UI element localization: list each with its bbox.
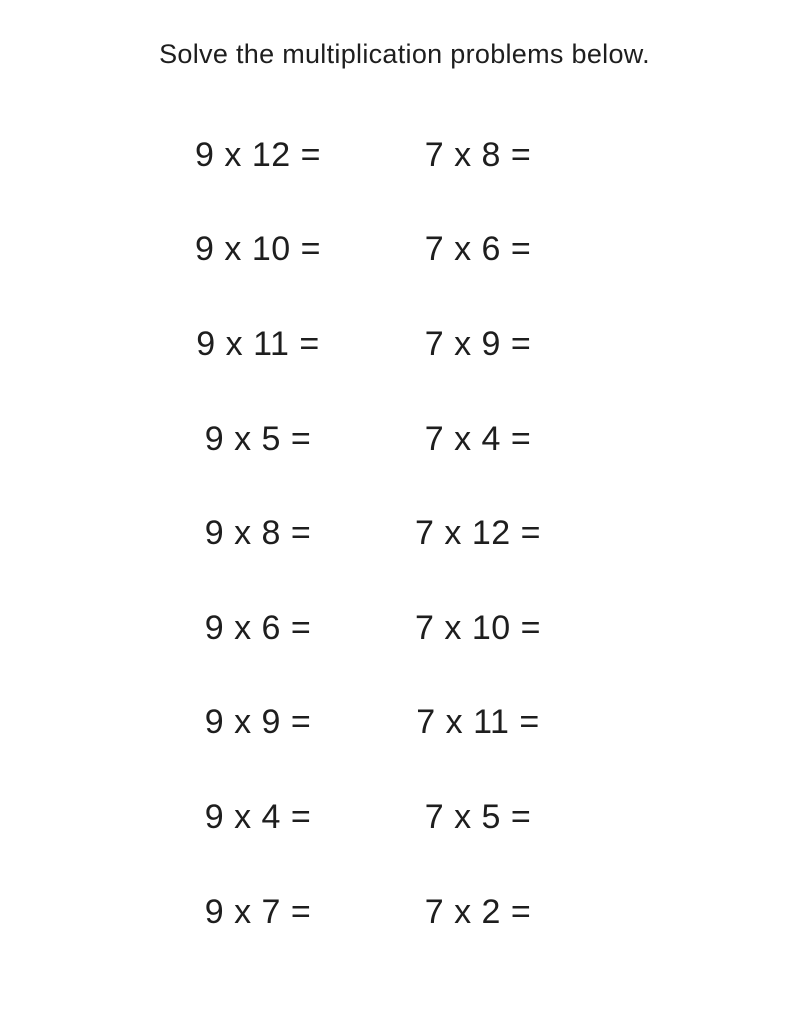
problem-9x11: 9 x 11 = [196, 324, 320, 363]
problem-7x6: 7 x 6 = [424, 230, 532, 269]
problem-7x4: 7 x 4 = [424, 419, 532, 458]
problem-7x9: 7 x 9 = [424, 324, 532, 363]
problem-9x10: 9 x 10 = [195, 230, 321, 269]
problem-7x11: 7 x 11 = [416, 703, 540, 742]
problem-7x12: 7 x 12 = [415, 514, 541, 553]
problem-7x10: 7 x 10 = [415, 608, 541, 647]
worksheet-title: Solve the multiplication problems below. [159, 39, 650, 69]
problem-9x9: 9 x 9 = [204, 703, 312, 742]
problem-grid [148, 108, 588, 959]
problem-7x2: 7 x 2 = [424, 892, 532, 931]
problem-7x5: 7 x 5 = [424, 797, 532, 836]
problem-9x4: 9 x 4 = [204, 797, 312, 836]
problem-9x12: 9 x 12 = [195, 135, 321, 174]
problem-7x8: 7 x 8 = [424, 135, 532, 174]
problem-9x5: 9 x 5 = [204, 419, 312, 458]
problem-9x6: 9 x 6 = [204, 608, 312, 647]
problem-9x8: 9 x 8 = [204, 514, 312, 553]
problem-9x7: 9 x 7 = [204, 892, 312, 931]
